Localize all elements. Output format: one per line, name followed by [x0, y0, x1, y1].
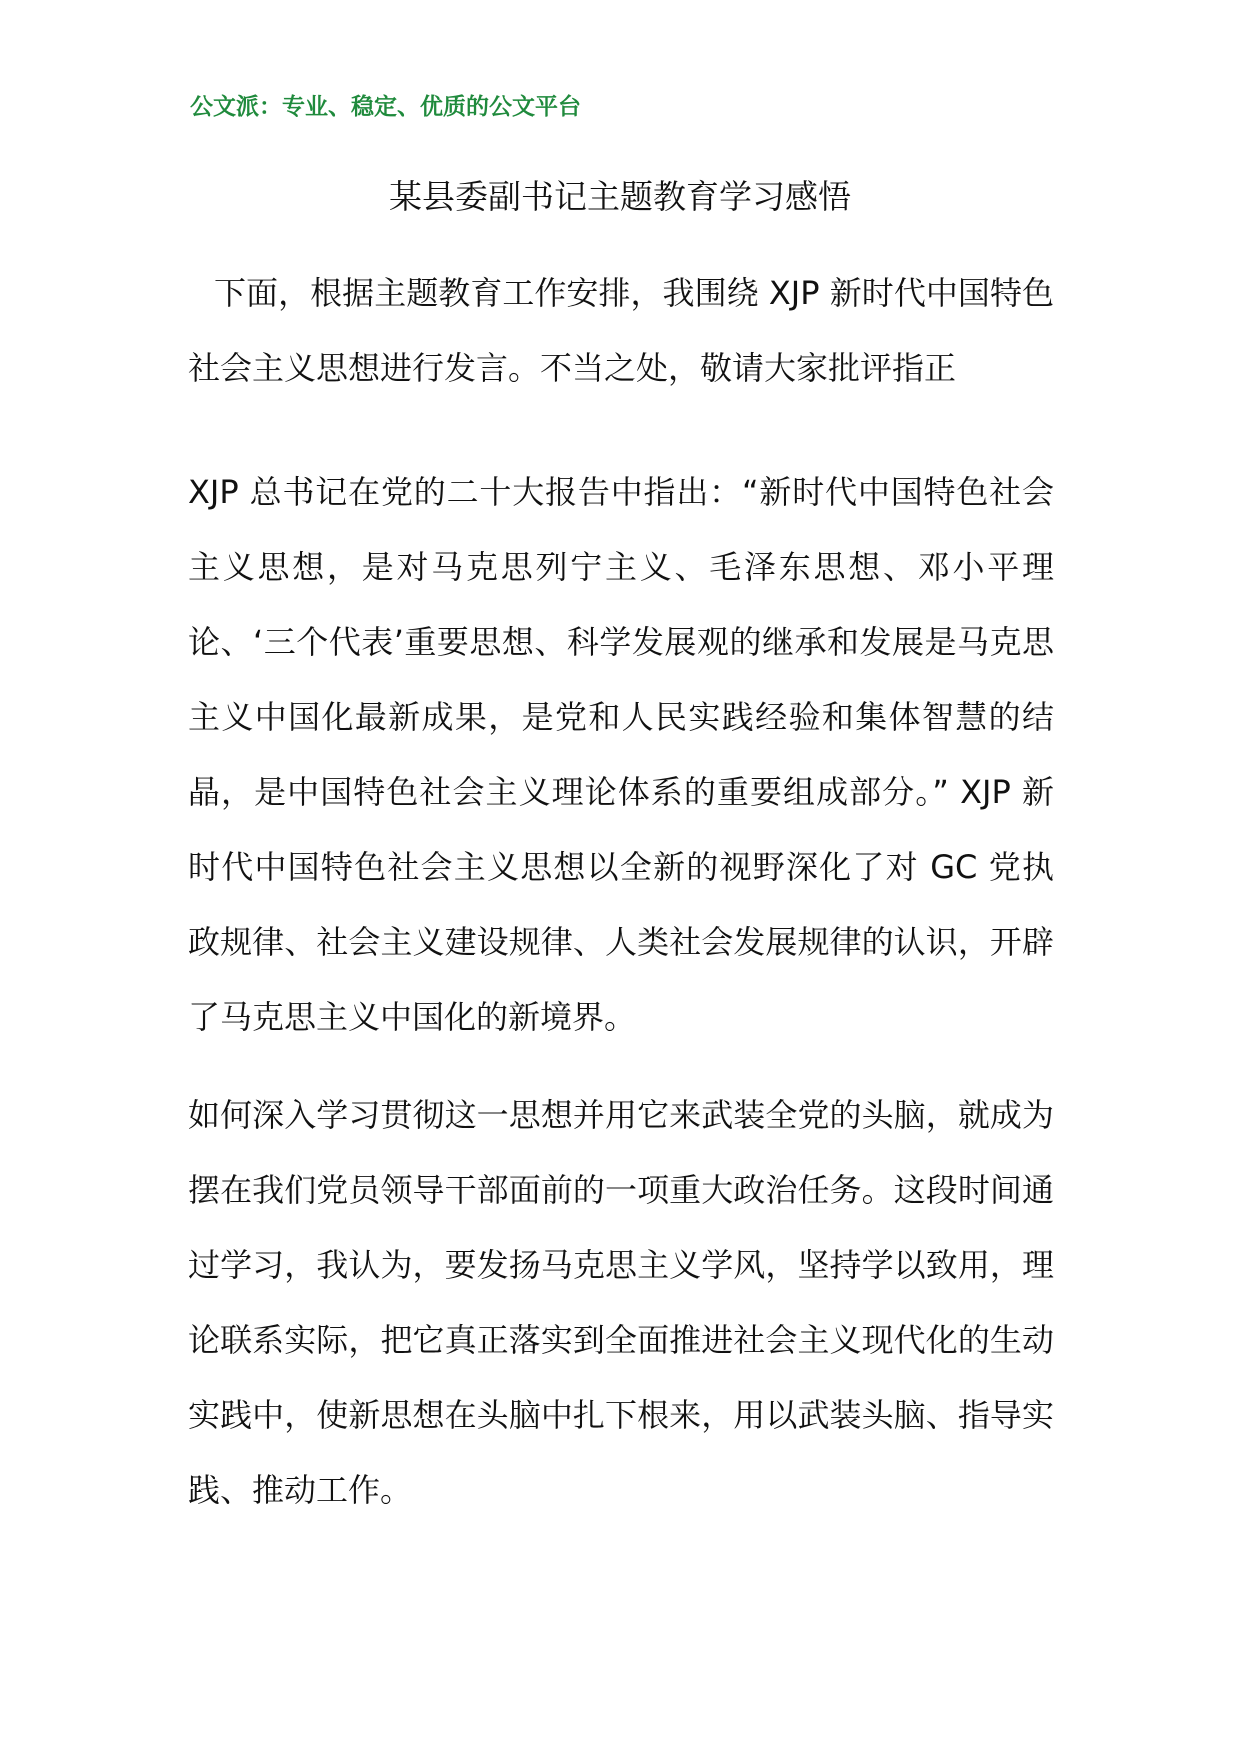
paragraph-report-quote: XJP 总书记在党的二十大报告中指出：“新时代中国特色社会主义思想，是对马克思列宁主义、毛泽东思想、邓小平理论、‘三个代表’重要思想、科学发展观的继承和发展是马克思主义中国化最新成果，是党和人民实践经验和集体智慧的结晶，是中国特色社会主义理论体系的重要组成部分。” XJP 新时代中国特色社会主义思想以全新的视野深化了对 GC 党执政规律、社会主义建设规律、人类社会发展规律的认识，开辟了马克思主义中国化的新境界。	[188, 473, 1054, 1036]
paragraph-study-reflection: 如何深入学习贯彻这一思想并用它来武装全党的头脑，就成为摆在我们党员领导干部面前的一项重大政治任务。这段时间通过学习，我认为，要发扬马克思主义学风，坚持学以致用，理论联系实际，把它真正落实到全面推进社会主义现代化的生动实践中，使新思想在头脑中扎下根来，用以武装头脑、指导实践、推动工作。	[188, 1096, 1054, 1509]
document-title: 某县委副书记主题教育学习感悟	[389, 177, 851, 216]
brand-header: 公文派：专业、稳定、优质的公文平台	[190, 94, 581, 120]
paragraph-intro: 下面，根据主题教育工作安排，我围绕 XJP 新时代中国特色社会主义思想进行发言。不当之处，敬请大家批评指正	[188, 274, 1054, 387]
